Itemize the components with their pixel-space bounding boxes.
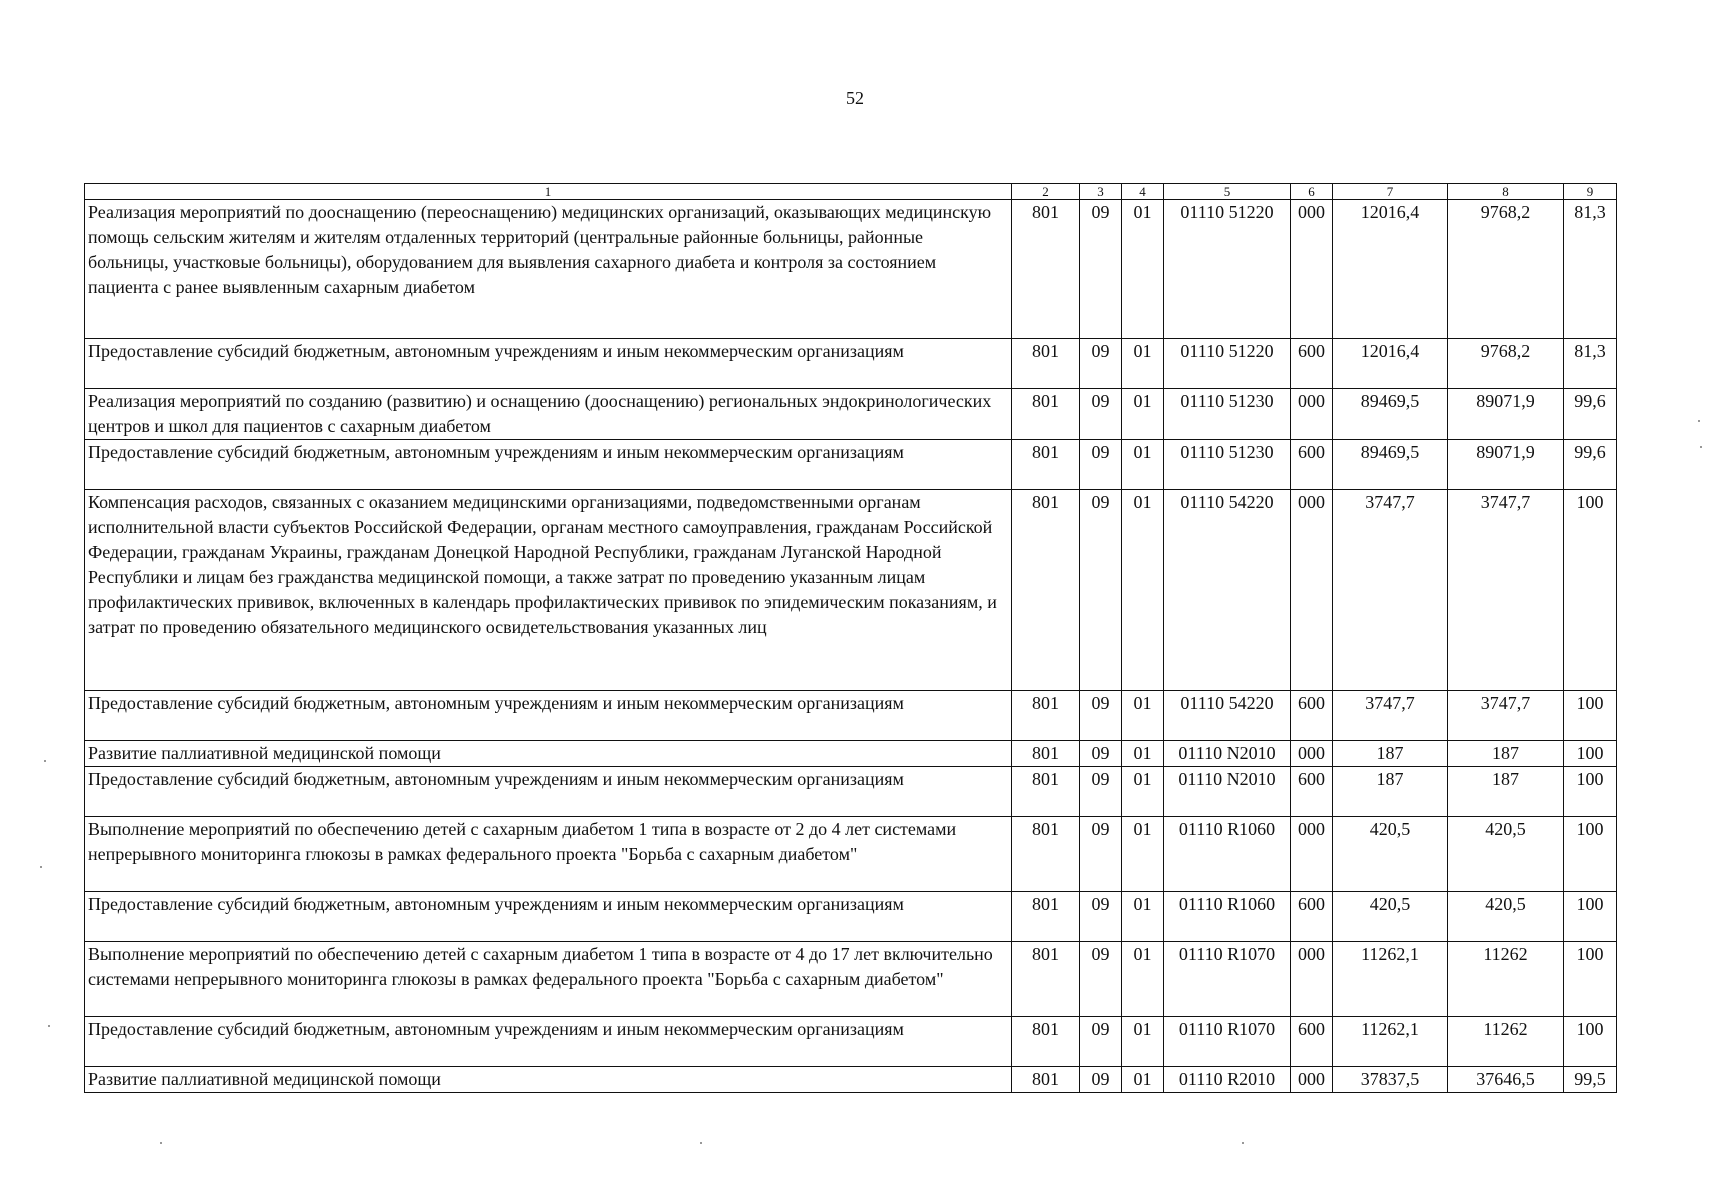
cell-col-9: 100: [1564, 741, 1617, 767]
table-body: [85, 200, 1617, 1093]
cell-col-5: 01110 R1060: [1164, 892, 1291, 942]
cell-col-4: 01: [1122, 892, 1164, 942]
scan-speck: [700, 1142, 702, 1144]
cell-col-6: 000: [1291, 1067, 1333, 1093]
cell-description: Компенсация расходов, связанных с оказанием медицинскими организациями, подведомственными органам исполнительной власти субъектов Российской Федерации, органам местного самоуправления, гражданам Российской Федерации, гражданам Украины, гражданам Донецкой Народной Республики, гражданам Луганской Народной Республики и лицам без гражданства медицинской помощи, а также затрат по проведению указанным лицам профилактических прививок, включенных в календарь профилактических прививок по эпидемическим показаниям, и затрат по проведению обязательного медицинского освидетельствования указанных лиц: [85, 490, 1012, 691]
cell-col-3: 09: [1080, 741, 1122, 767]
table-row: [85, 389, 1617, 440]
cell-col-5: 01110 54220: [1164, 691, 1291, 741]
cell-col-3: 09: [1080, 767, 1122, 817]
scan-speck: [48, 1025, 50, 1027]
cell-col-5: 01110 51220: [1164, 339, 1291, 389]
cell-col-6: 600: [1291, 339, 1333, 389]
header-col-4: 4: [1122, 184, 1164, 200]
cell-col-2: 801: [1012, 200, 1080, 339]
cell-col-4: 01: [1122, 440, 1164, 490]
header-row: [85, 184, 1617, 200]
cell-col-7: 11262,1: [1333, 942, 1448, 1017]
cell-col-4: 01: [1122, 767, 1164, 817]
cell-col-6: 600: [1291, 1017, 1333, 1067]
page-number: 52: [846, 88, 864, 108]
cell-col-9: 81,3: [1564, 200, 1617, 339]
header-col-6: 6: [1291, 184, 1333, 200]
cell-col-7: 37837,5: [1333, 1067, 1448, 1093]
table-row: [85, 942, 1617, 1017]
cell-description: Предоставление субсидий бюджетным, автономным учреждениям и иным некоммерческим организациям: [85, 691, 1012, 741]
cell-description: Реализация мероприятий по созданию (развитию) и оснащению (дооснащению) региональных эндокринологических центров и школ для пациентов с сахарным диабетом: [85, 389, 1012, 440]
cell-col-6: 000: [1291, 942, 1333, 1017]
header-col-2: 2: [1012, 184, 1080, 200]
scan-speck: [1242, 1142, 1244, 1144]
cell-col-4: 01: [1122, 339, 1164, 389]
cell-description: Предоставление субсидий бюджетным, автономным учреждениям и иным некоммерческим организациям: [85, 892, 1012, 942]
cell-col-5: 01110 51230: [1164, 389, 1291, 440]
cell-col-3: 09: [1080, 200, 1122, 339]
cell-col-3: 09: [1080, 892, 1122, 942]
cell-col-3: 09: [1080, 691, 1122, 741]
scan-speck: [160, 1142, 162, 1144]
cell-col-4: 01: [1122, 691, 1164, 741]
cell-col-5: 01110 51230: [1164, 440, 1291, 490]
cell-description: Выполнение мероприятий по обеспечению детей с сахарным диабетом 1 типа в возрасте от 4 до 17 лет включительно системами непрерывного мониторинга глюкозы в рамках федерального проекта "Борьба с сахарным диабетом": [85, 942, 1012, 1017]
cell-col-3: 09: [1080, 1017, 1122, 1067]
scan-speck: [1698, 420, 1700, 422]
cell-col-2: 801: [1012, 1067, 1080, 1093]
cell-col-5: 01110 R1070: [1164, 1017, 1291, 1067]
cell-col-9: 100: [1564, 1017, 1617, 1067]
cell-col-8: 420,5: [1448, 892, 1564, 942]
cell-col-2: 801: [1012, 1017, 1080, 1067]
cell-description: Предоставление субсидий бюджетным, автономным учреждениям и иным некоммерческим организациям: [85, 1017, 1012, 1067]
cell-description: Развитие паллиативной медицинской помощи: [85, 741, 1012, 767]
table-row: [85, 339, 1617, 389]
cell-col-3: 09: [1080, 817, 1122, 892]
cell-col-6: 000: [1291, 389, 1333, 440]
cell-col-4: 01: [1122, 741, 1164, 767]
header-col-9: 9: [1564, 184, 1617, 200]
table-row: [85, 892, 1617, 942]
cell-col-9: 100: [1564, 691, 1617, 741]
cell-col-5: 01110 R2010: [1164, 1067, 1291, 1093]
cell-col-9: 100: [1564, 942, 1617, 1017]
cell-col-2: 801: [1012, 440, 1080, 490]
cell-col-6: 600: [1291, 440, 1333, 490]
cell-col-8: 9768,2: [1448, 200, 1564, 339]
cell-col-2: 801: [1012, 942, 1080, 1017]
cell-col-2: 801: [1012, 767, 1080, 817]
cell-col-9: 100: [1564, 817, 1617, 892]
cell-col-6: 600: [1291, 892, 1333, 942]
cell-col-6: 000: [1291, 200, 1333, 339]
cell-col-6: 600: [1291, 691, 1333, 741]
cell-description: Предоставление субсидий бюджетным, автономным учреждениям и иным некоммерческим организациям: [85, 339, 1012, 389]
cell-col-9: 99,6: [1564, 440, 1617, 490]
cell-col-4: 01: [1122, 817, 1164, 892]
cell-col-7: 187: [1333, 767, 1448, 817]
cell-col-8: 37646,5: [1448, 1067, 1564, 1093]
scan-speck: [40, 866, 42, 868]
cell-col-9: 100: [1564, 767, 1617, 817]
cell-col-3: 09: [1080, 1067, 1122, 1093]
cell-col-7: 187: [1333, 741, 1448, 767]
table-row: [85, 817, 1617, 892]
cell-col-5: 01110 N2010: [1164, 767, 1291, 817]
cell-col-3: 09: [1080, 389, 1122, 440]
table-row: [85, 490, 1617, 691]
cell-col-5: 01110 51220: [1164, 200, 1291, 339]
cell-col-8: 187: [1448, 767, 1564, 817]
cell-col-8: 11262: [1448, 942, 1564, 1017]
table-row: [85, 767, 1617, 817]
table-row: [85, 741, 1617, 767]
header-col-1: 1: [85, 184, 1012, 200]
cell-col-2: 801: [1012, 817, 1080, 892]
cell-col-7: 12016,4: [1333, 200, 1448, 339]
cell-description: Предоставление субсидий бюджетным, автономным учреждениям и иным некоммерческим организациям: [85, 440, 1012, 490]
scan-speck: [44, 760, 46, 762]
scan-speck: [1700, 446, 1702, 448]
header-col-8: 8: [1448, 184, 1564, 200]
cell-col-2: 801: [1012, 389, 1080, 440]
cell-col-3: 09: [1080, 490, 1122, 691]
cell-col-8: 420,5: [1448, 817, 1564, 892]
table-row: [85, 691, 1617, 741]
header-col-5: 5: [1164, 184, 1291, 200]
cell-col-7: 11262,1: [1333, 1017, 1448, 1067]
cell-col-2: 801: [1012, 691, 1080, 741]
table-row: [85, 1067, 1617, 1093]
table-row: [85, 200, 1617, 339]
cell-col-7: 89469,5: [1333, 440, 1448, 490]
cell-description: Выполнение мероприятий по обеспечению детей с сахарным диабетом 1 типа в возрасте от 2 до 4 лет системами непрерывного мониторинга глюкозы в рамках федерального проекта "Борьба с сахарным диабетом": [85, 817, 1012, 892]
cell-col-9: 81,3: [1564, 339, 1617, 389]
cell-col-9: 99,6: [1564, 389, 1617, 440]
cell-col-9: 99,5: [1564, 1067, 1617, 1093]
cell-col-5: 01110 R1060: [1164, 817, 1291, 892]
cell-col-2: 801: [1012, 741, 1080, 767]
cell-description: Развитие паллиативной медицинской помощи: [85, 1067, 1012, 1093]
cell-col-5: 01110 R1070: [1164, 942, 1291, 1017]
cell-col-5: 01110 N2010: [1164, 741, 1291, 767]
cell-col-3: 09: [1080, 440, 1122, 490]
budget-table: [84, 183, 1617, 1093]
table-row: [85, 1017, 1617, 1067]
cell-col-3: 09: [1080, 942, 1122, 1017]
cell-description: Реализация мероприятий по дооснащению (переоснащению) медицинских организаций, оказывающих медицинскую помощь сельским жителям и жителям отдаленных территорий (центральные районные больницы, районные больницы, участковые больницы), оборудованием для выявления сахарного диабета и контроля за состоянием пациента с ранее выявленным сахарным диабетом: [85, 200, 1012, 339]
cell-col-9: 100: [1564, 490, 1617, 691]
cell-col-5: 01110 54220: [1164, 490, 1291, 691]
cell-col-4: 01: [1122, 200, 1164, 339]
cell-col-6: 000: [1291, 817, 1333, 892]
cell-col-8: 9768,2: [1448, 339, 1564, 389]
cell-col-6: 600: [1291, 767, 1333, 817]
table-row: [85, 440, 1617, 490]
cell-col-4: 01: [1122, 942, 1164, 1017]
header-col-3: 3: [1080, 184, 1122, 200]
cell-col-4: 01: [1122, 1067, 1164, 1093]
cell-col-2: 801: [1012, 339, 1080, 389]
cell-col-9: 100: [1564, 892, 1617, 942]
cell-col-8: 11262: [1448, 1017, 1564, 1067]
cell-col-2: 801: [1012, 892, 1080, 942]
cell-col-8: 89071,9: [1448, 389, 1564, 440]
cell-col-8: 3747,7: [1448, 691, 1564, 741]
cell-col-8: 187: [1448, 741, 1564, 767]
cell-col-4: 01: [1122, 490, 1164, 691]
cell-col-7: 3747,7: [1333, 490, 1448, 691]
cell-col-7: 3747,7: [1333, 691, 1448, 741]
cell-col-8: 89071,9: [1448, 440, 1564, 490]
header-col-7: 7: [1333, 184, 1448, 200]
cell-col-6: 000: [1291, 490, 1333, 691]
cell-col-7: 420,5: [1333, 892, 1448, 942]
cell-col-4: 01: [1122, 1017, 1164, 1067]
cell-col-7: 420,5: [1333, 817, 1448, 892]
cell-col-3: 09: [1080, 339, 1122, 389]
cell-col-2: 801: [1012, 490, 1080, 691]
cell-col-4: 01: [1122, 389, 1164, 440]
cell-col-7: 12016,4: [1333, 339, 1448, 389]
cell-description: Предоставление субсидий бюджетным, автономным учреждениям и иным некоммерческим организациям: [85, 767, 1012, 817]
cell-col-7: 89469,5: [1333, 389, 1448, 440]
cell-col-8: 3747,7: [1448, 490, 1564, 691]
cell-col-6: 000: [1291, 741, 1333, 767]
